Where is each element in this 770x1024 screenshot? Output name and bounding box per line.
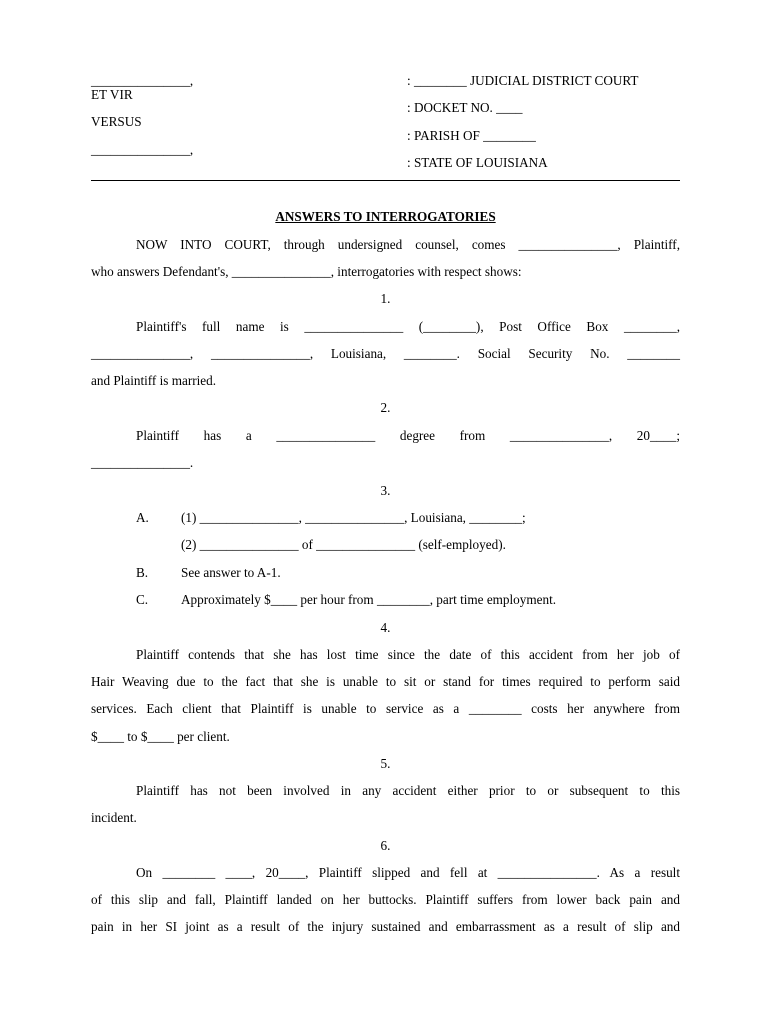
s1-line-2: _______________, _______________, Louisiana, ________. Social Security No. ________ [91, 346, 680, 361]
item-letter-c: C. [136, 592, 149, 607]
section-number-1: 1. [380, 291, 391, 306]
section-number-6: 6. [380, 838, 391, 853]
defendant-name-blank: _______________, [91, 142, 194, 157]
s1-line-1: Plaintiff's full name is _______________ (________), Post Office Box ________, [136, 319, 680, 334]
item-c-text: Approximately $____ per hour from ________, part time employment. [181, 592, 557, 607]
caption-divider [91, 180, 680, 181]
s6-line-1: On ________ ____, 20____, Plaintiff slipped and fell at _______________. As a result [136, 865, 680, 880]
state-line: : STATE OF LOUISIANA [407, 155, 548, 170]
section-number-5: 5. [380, 756, 391, 771]
intro-line-1: NOW INTO COURT, through undersigned counsel, comes _______________, Plaintiff, [136, 237, 680, 252]
s4-line-2: Hair Weaving due to the fact that she is unable to sit or stand for times required to perform said [91, 674, 680, 689]
s5-line-2: incident. [91, 810, 137, 825]
et-vir-label: ET VIR [91, 87, 133, 102]
item-letter-a: A. [136, 510, 149, 525]
court-line: : ________ JUDICIAL DISTRICT COURT [407, 73, 639, 88]
s2-line-1: Plaintiff has a _______________ degree from _______________, 20____; [136, 428, 680, 443]
s1-line-3: and Plaintiff is married. [91, 373, 217, 388]
section-number-4: 4. [380, 620, 391, 635]
item-a2-text: (2) _______________ of _______________ (self-employed). [181, 537, 506, 552]
item-b-text: See answer to A-1. [181, 565, 281, 580]
s2-line-2: _______________. [91, 455, 194, 470]
plaintiff-name-blank: _______________, [91, 73, 194, 88]
s4-line-3: services. Each client that Plaintiff is unable to service as a ________ costs her anywhere from [91, 701, 680, 716]
s4-line-4: $____ to $____ per client. [91, 729, 230, 744]
s5-line-1: Plaintiff has not been involved in any accident either prior to or subsequent to this [136, 783, 680, 798]
s6-line-2: of this slip and fall, Plaintiff landed on her buttocks. Plaintiff suffers from lower back pain and [91, 892, 680, 907]
s4-line-1: Plaintiff contends that she has lost time since the date of this accident from her job of [136, 647, 680, 662]
versus-label: VERSUS [91, 114, 142, 129]
item-letter-b: B. [136, 565, 149, 580]
docket-line: : DOCKET NO. ____ [407, 100, 523, 115]
section-number-2: 2. [380, 400, 391, 415]
item-a1-text: (1) _______________, _______________, Louisiana, ________; [181, 510, 526, 525]
document-title: ANSWERS TO INTERROGATORIES [275, 209, 496, 224]
intro-line-2: who answers Defendant's, _______________, interrogatories with respect shows: [91, 264, 522, 279]
parish-line: : PARISH OF ________ [407, 128, 536, 143]
section-number-3: 3. [380, 483, 391, 498]
s6-line-3: pain in her SI joint as a result of the injury sustained and embarrassment as a result of slip and [91, 919, 680, 934]
